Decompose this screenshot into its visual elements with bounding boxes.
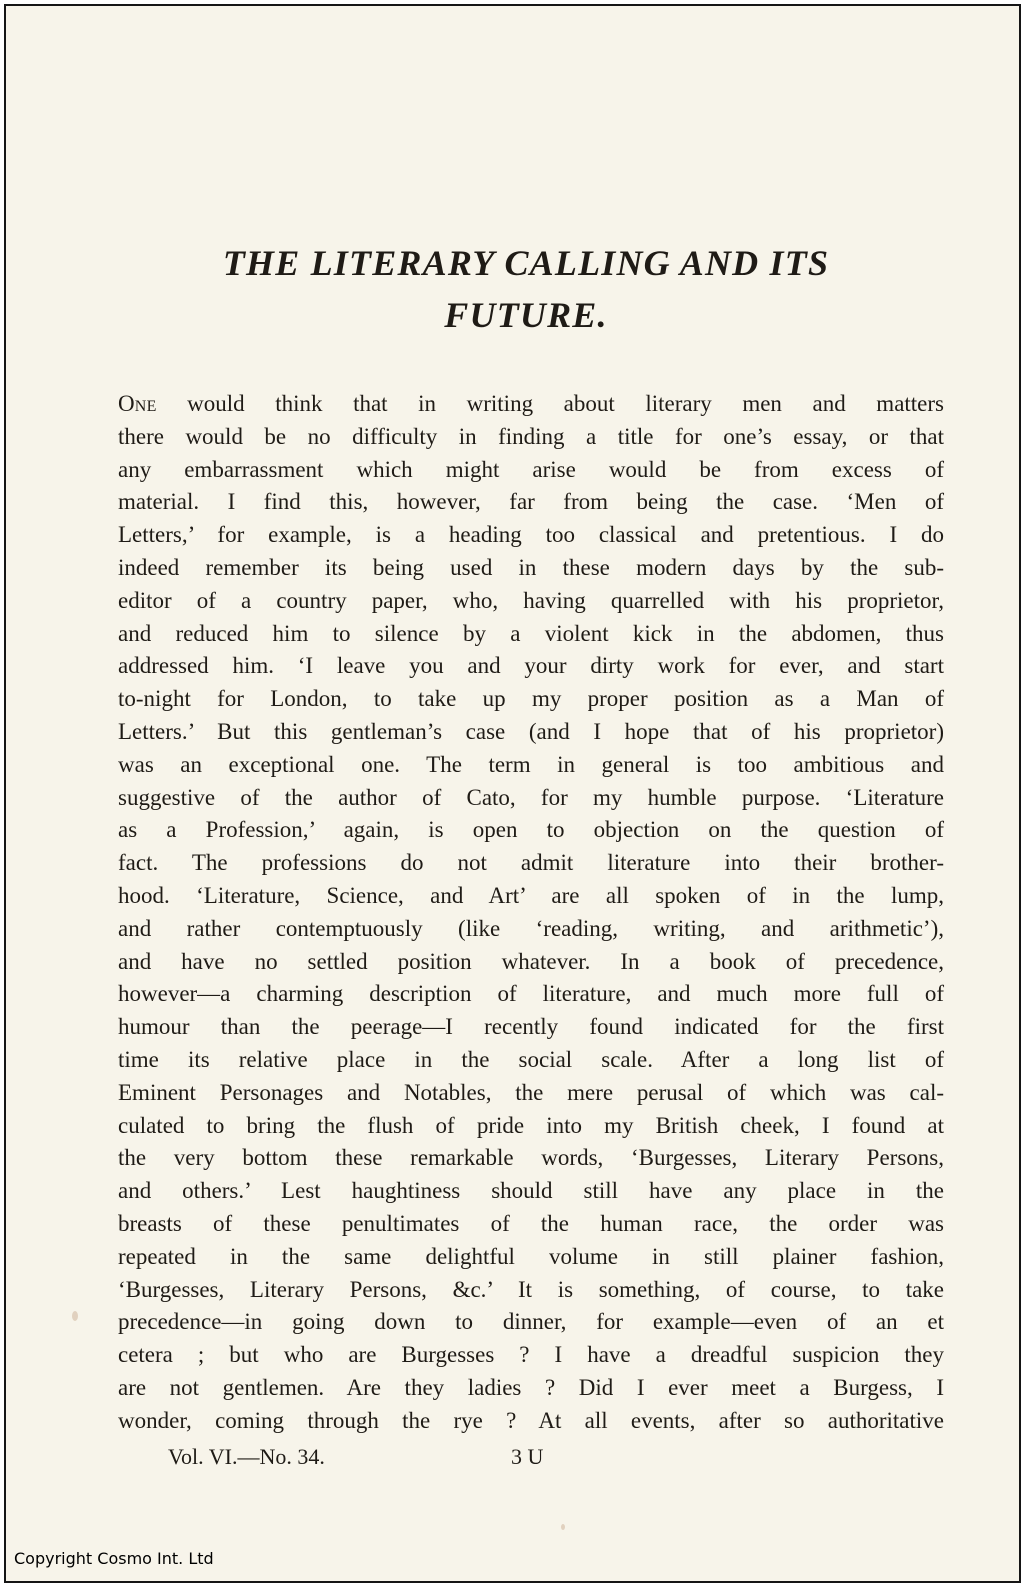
body-line: was an exceptional one. The term in general is too ambitious and	[118, 751, 944, 777]
drop-word: One	[118, 391, 157, 416]
article-title-line-2: FUTURE.	[444, 295, 608, 335]
body-line: culated to bring the flush of pride into my British cheek, I found at	[118, 1112, 944, 1138]
body-line: addressed him. ‘I leave you and your dirty work for ever, and start	[118, 653, 944, 679]
paper-smudge	[561, 1524, 565, 1530]
copyright-watermark: Copyright Cosmo Int. Ltd	[14, 1549, 214, 1568]
body-line: and others.’ Lest haughtiness should still have any place in the	[118, 1178, 944, 1204]
body-line: breasts of these penultimates of the human race, the order was	[118, 1210, 944, 1236]
article-body	[118, 388, 944, 1438]
first-line-rest: would think that in writing about literary men and matters	[156, 391, 944, 416]
body-line: indeed remember its being used in these modern days by the sub-	[118, 554, 944, 580]
body-line: fact. The professions do not admit literature into their brother-	[118, 850, 944, 876]
article-title-line-1: THE LITERARY CALLING AND ITS	[222, 243, 830, 283]
body-line: Letters.’ But this gentleman’s case (and I hope that of his proprietor)	[118, 718, 944, 744]
body-line: are not gentlemen. Are they ladies ? Did I ever meet a Burgess, I	[118, 1374, 944, 1400]
signature-mark: 3 U	[511, 1444, 544, 1469]
volume-number: Vol. VI.—No. 34.	[168, 1444, 325, 1469]
body-line: Letters,’ for example, is a heading too classical and pretentious. I do	[118, 522, 944, 548]
body-line: and rather contemptuously (like ‘reading, writing, and arithmetic’),	[118, 915, 944, 941]
show-through-text	[6, 6, 1019, 261]
body-line: any embarrassment which might arise would be from excess of	[118, 456, 944, 482]
body-line: time its relative place in the social scale. After a long list of	[118, 1046, 944, 1072]
body-line: Eminent Personages and Notables, the mere perusal of which was cal-	[118, 1079, 944, 1105]
body-line: the very bottom these remarkable words, ‘Burgesses, Literary Persons,	[118, 1145, 944, 1171]
body-line: however—a charming description of literature, and much more full of	[118, 981, 944, 1007]
body-line: and have no settled position whatever. In a book of precedence,	[118, 948, 944, 974]
body-line: cetera ; but who are Burgesses ? I have a dreadful suspicion they	[118, 1342, 944, 1368]
body-line: as a Profession,’ again, is open to objection on the question of	[118, 817, 944, 843]
body-line: humour than the peerage—I recently found indicated for the first	[118, 1014, 944, 1040]
body-line: ‘Burgesses, Literary Persons, &c.’ It is something, of course, to take	[118, 1276, 944, 1302]
body-line: suggestive of the author of Cato, for my humble purpose. ‘Literature	[118, 784, 944, 810]
body-line: hood. ‘Literature, Science, and Art’ are all spoken of in the lump,	[118, 882, 944, 908]
body-line: there would be no difficulty in finding a title for one’s essay, or that	[118, 423, 944, 449]
body-line: to-night for London, to take up my proper position as a Man of	[118, 686, 944, 712]
body-line: material. I find this, however, far from being the case. ‘Men of	[118, 489, 944, 515]
body-line: precedence—in going down to dinner, for example—even of an et	[118, 1309, 944, 1335]
body-line: repeated in the same delightful volume in still plainer fashion,	[118, 1243, 944, 1269]
paper-smudge	[72, 1311, 78, 1321]
body-line: wonder, coming through the rye ? At all events, after so authoritative	[118, 1407, 944, 1433]
body-line: and reduced him to silence by a violent kick in the abdomen, thus	[118, 620, 944, 646]
body-line: editor of a country paper, who, having quarrelled with his proprietor,	[118, 587, 944, 613]
body-line	[118, 388, 944, 421]
page-frame	[4, 4, 1021, 1583]
